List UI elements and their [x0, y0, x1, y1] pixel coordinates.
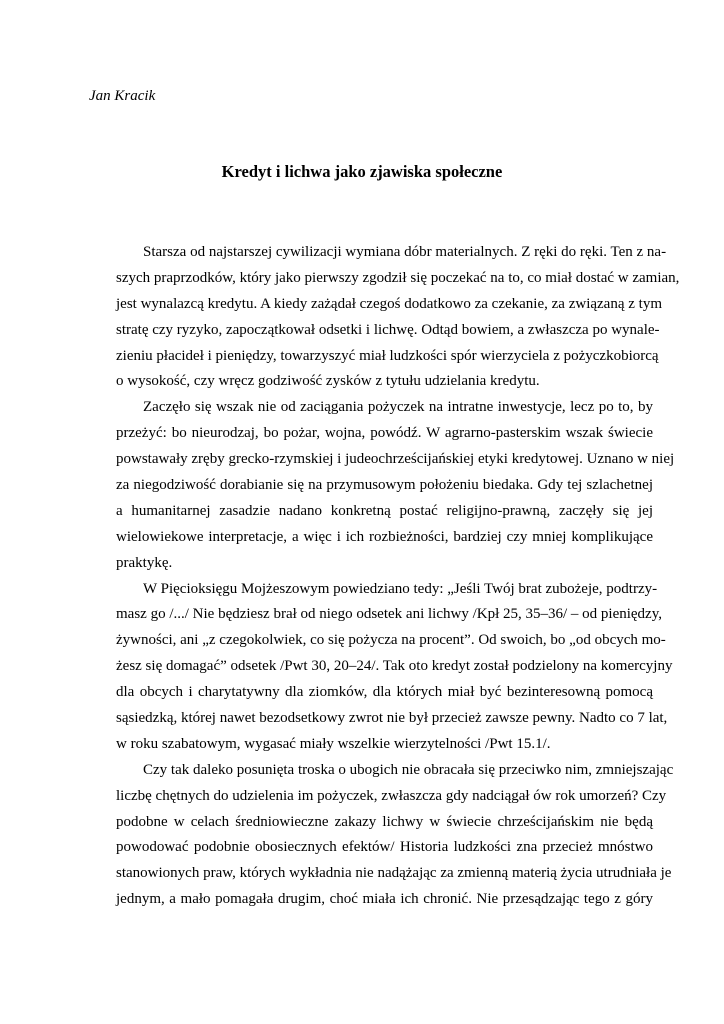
text-line: stanowionych praw, których wykładnia nie nadążając za zmienną materią życia utrudniała je [116, 865, 672, 882]
text-line: powstawały zręby grecko-rzymskiej i judeochrześcijańskiej etyki kredytowej. Uznano w niej [116, 451, 675, 468]
text-line: szych praprzodków, który jako pierwszy zgodził się poczekać na to, co miał dostać w zamian, [116, 269, 680, 286]
paragraph [89, 395, 675, 576]
text-line: stratę czy ryzyko, zapoczątkował odsetki i lichwę. Odtąd bowiem, a zwłaszcza po wynale- [116, 321, 660, 338]
text-line: dla obcych i charytatywny dla ziomków, dla których miał być bezinteresowną pomocą [116, 684, 653, 701]
text-line: Zaczęło się wszak nie od zaciągania pożyczek na intratne inwestycje, lecz po to, by [143, 399, 653, 416]
text-line: powodować podobnie obosiecznych efektów/ Historia ludzkości zna przecież mnóstwo [116, 839, 653, 856]
document-body [89, 240, 680, 913]
text-line: Starsza od najstarszej cywilizacji wymiana dóbr materialnych. Z ręki do ręki. Ten z na- [143, 244, 667, 260]
text-line: żesz się domagać” odsetek /Pwt 30, 20–24/. Tak oto kredyt został podzielony na komercyjny [116, 658, 673, 675]
text-line: żywności, ani „z czegokolwiek, co się pożycza na procent”. Od swoich, bo „od obcych mo- [116, 632, 666, 649]
text-line: a humanitarnej zasadzie nadano konkretną postać religijno-prawną, zaczęły się jej [116, 502, 653, 519]
text-line: w roku szabatowym, wygasać miały wszelkie wierzytelności /Pwt 15.1/. [116, 735, 551, 752]
text-line: zieniu płacideł i pieniędzy, towarzyszyć miał ludzkości spór wierzyciela z pożyczkobiorcą [116, 347, 659, 364]
text-line: za niegodziwość dorabianie się na przymusowym położeniu biedaka. Gdy tej szlachetnej [116, 477, 653, 494]
text-line: Czy tak daleko posunięta troska o ubogich nie obracała się przeciwko nim, zmniejszając [143, 761, 674, 778]
text-line: przeżyć: bo nieurodzaj, bo pożar, wojna, powódź. W agrarno-pasterskim wszak świecie [116, 425, 653, 442]
text-line: jest wynalazcą kredytu. A kiedy zażądał czegoś dodatkowo za czekanie, za związaną z tym [116, 295, 662, 312]
author-name: Jan Kracik [89, 88, 156, 104]
text-line: sąsiedzką, której nawet bezodsetkowy zwrot nie był przecież zawsze pewny. Nadto co 7 lat, [116, 710, 668, 727]
text-line: masz go /.../ Nie będziesz brał od niego odsetek ani lichwy /Kpł 25, 35–36/ – od pieniędzy, [116, 606, 662, 623]
document-title: Kredyt i lichwa jako zjawiska społeczne [221, 162, 503, 181]
text-line: W Pięcioksięgu Mojżeszowym powiedziano tedy: „Jeśli Twój brat zubożeje, podtrzy- [143, 580, 658, 597]
text-line: podobne w celach średniowieczne zakazy lichwy w świecie chrześcijańskim nie będą [116, 813, 653, 830]
text-line: jednym, a mało pomagała drugim, choć miała ich chronić. Nie przesądzając tego z góry [116, 891, 653, 908]
text-line: wielowiekowe interpretacje, a więc i ich rozbieżności, bardziej czy mniej komplikujące [116, 528, 653, 545]
paragraph [89, 758, 674, 913]
text-line: o wysokość, czy wręcz godziwość zysków z tytułu udzielania kredytu. [116, 373, 540, 390]
paragraph [89, 577, 673, 758]
text-line: liczbę chętnych do udzielenia im pożyczek, zwłaszcza gdy nadciągał ów rok umorzeń? Czy [116, 787, 667, 804]
paragraph [89, 240, 680, 395]
text-line: praktykę. [116, 554, 173, 571]
